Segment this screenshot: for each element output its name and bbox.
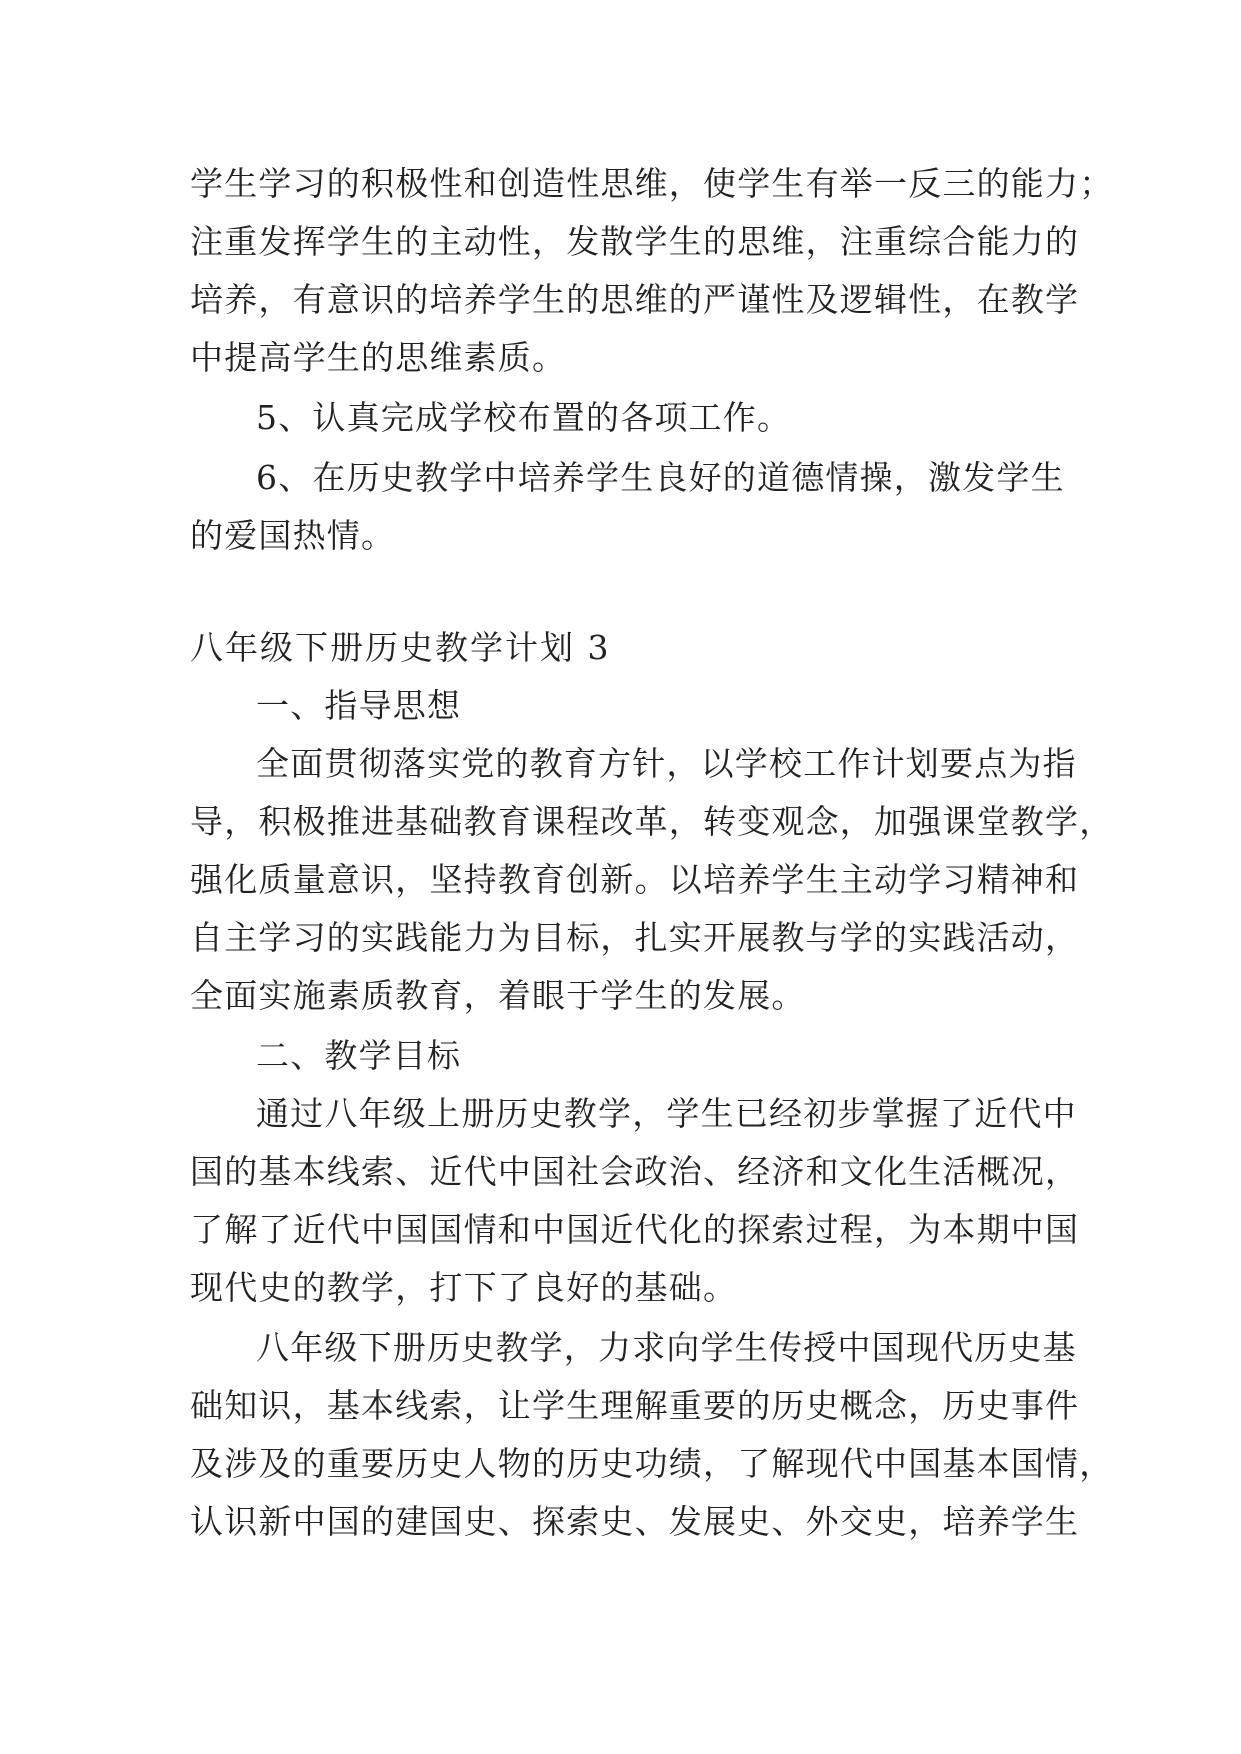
list-item-6: 6、在历史教学中培养学生良好的道德情操，激发学生: [256, 458, 1065, 497]
paragraph-line: 及涉及的重要历史人物的历史功绩，了解现代中国基本国情，: [190, 1444, 1114, 1483]
paragraph-line: 导，积极推进基础教育课程改革，转变观念，加强课堂教学，: [190, 802, 1114, 841]
paragraph-line: 认识新中国的建国史、探索史、发展史、外交史，培养学生: [190, 1502, 1080, 1541]
paragraph-line: 了解了近代中国国情和中国近代化的探索过程，为本期中国: [190, 1210, 1080, 1249]
paragraph-line: 础知识，基本线索，让学生理解重要的历史概念，历史事件: [190, 1386, 1080, 1425]
paragraph-line: 强化质量意识，坚持教育创新。以培养学生主动学习精神和: [190, 860, 1080, 899]
paragraph-line: 现代史的教学，打下了良好的基础。: [190, 1268, 738, 1307]
paragraph-line: 全面实施素质教育，着眼于学生的发展。: [190, 976, 806, 1015]
paragraph-line: 八年级下册历史教学，力求向学生传授中国现代历史基: [256, 1328, 1077, 1367]
paragraph-line: 全面贯彻落实党的教育方针，以学校工作计划要点为指: [256, 744, 1077, 783]
paragraph-line: 学生学习的积极性和创造性思维，使学生有举一反三的能力；: [190, 164, 1114, 203]
paragraph-line: 培养，有意识的培养学生的思维的严谨性及逻辑性，在教学: [190, 280, 1080, 319]
section-title: 八年级下册历史教学计划 3: [190, 628, 611, 667]
list-item-5: 5、认真完成学校布置的各项工作。: [256, 398, 792, 437]
paragraph-line: 注重发挥学生的主动性，发散学生的思维，注重综合能力的: [190, 222, 1080, 261]
paragraph-line: 自主学习的实践能力为目标，扎实开展教与学的实践活动，: [190, 918, 1080, 957]
subheading-guiding-thought: 一、指导思想: [256, 686, 462, 725]
paragraph-line: 的爱国热情。: [190, 516, 396, 555]
subheading-teaching-goals: 二、教学目标: [256, 1036, 462, 1075]
paragraph-line: 中提高学生的思维素质。: [190, 338, 567, 377]
paragraph-line: 通过八年级上册历史教学，学生已经初步掌握了近代中: [256, 1094, 1077, 1133]
paragraph-line: 国的基本线索、近代中国社会政治、经济和文化生活概况，: [190, 1152, 1080, 1191]
